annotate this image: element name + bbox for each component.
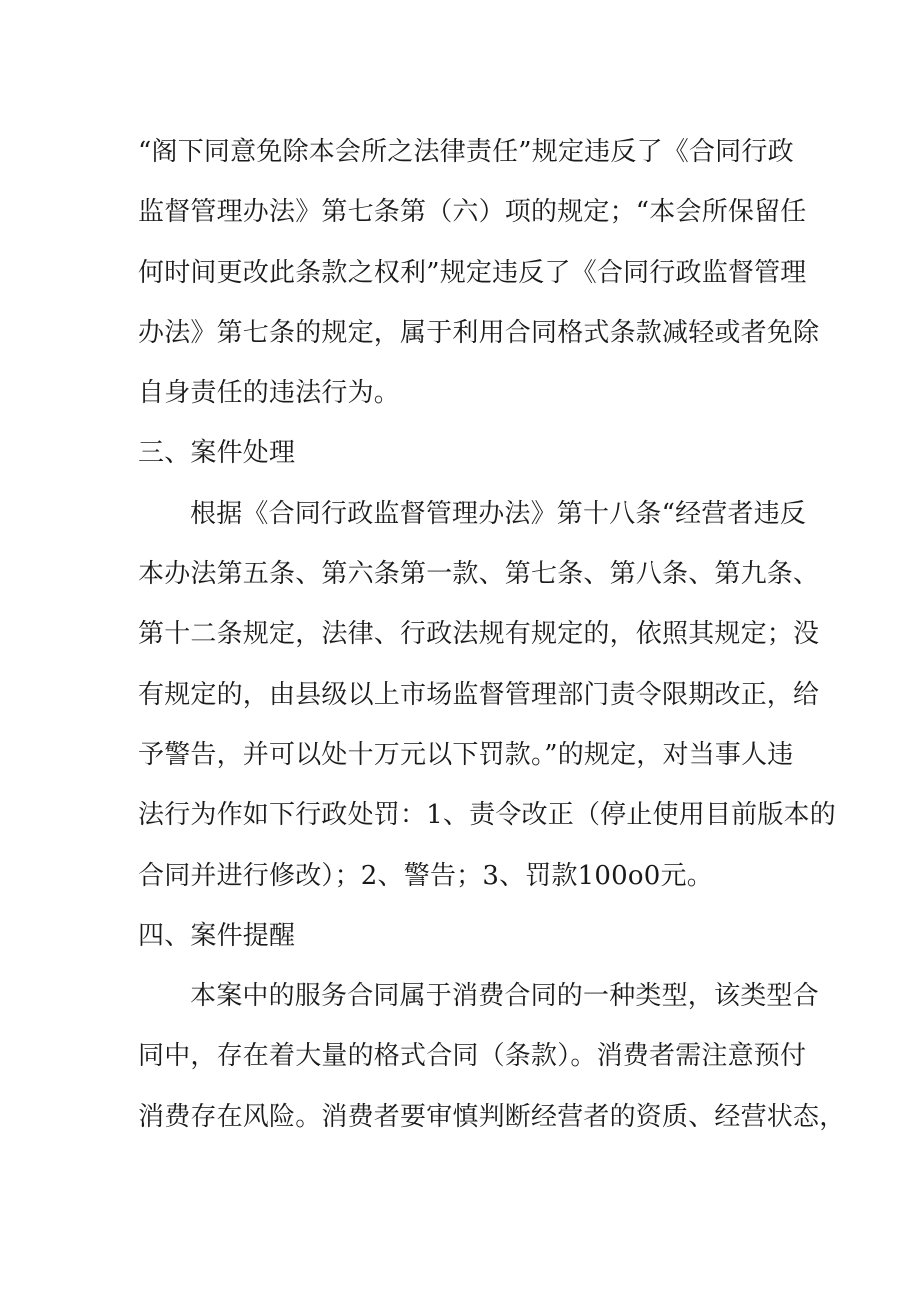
section-heading: 四、案件提醒 xyxy=(138,920,296,951)
text-line: 监督管理办法》第七条第（六）项的规定；“本会所保留任 xyxy=(138,197,807,228)
text-line: 何时间更改此条款之权利”规定违反了《合同行政监督管理 xyxy=(138,257,807,288)
section-heading: 三、案件处理 xyxy=(138,438,296,469)
text-line: 第十二条规定，法律、行政法规有规定的，依照其规定；没 xyxy=(138,619,820,650)
text-line: 办法》第七条的规定，属于利用合同格式条款减轻或者免除 xyxy=(138,317,820,348)
document-body xyxy=(138,122,846,1147)
text-line: 有规定的，由县级以上市场监督管理部门责令限期改正，给 xyxy=(138,679,820,710)
text-line: 消费存在风险。消费者要审慎判断经营者的资质、经营状态， xyxy=(138,1101,846,1132)
text-line: 本案中的服务合同属于消费合同的一种类型，该类型合 xyxy=(190,981,819,1012)
text-line: 本办法第五条、第六条第一款、第七条、第八条、第九条、 xyxy=(138,559,820,590)
text-line: 自身责任的违法行为。 xyxy=(138,378,401,409)
text-line: 同中，存在着大量的格式合同（条款）。消费者需注意预付 xyxy=(138,1041,807,1072)
text-line: 合同并进行修改）；2、警告；3、罚款100o0元。 xyxy=(138,860,713,891)
text-line: 法行为作如下行政处罚：1、责令改正（停止使用目前版本的 xyxy=(138,800,836,831)
text-line: 根据《合同行政监督管理办法》第十八条“经营者违反 xyxy=(190,498,807,529)
text-line: “阁下同意免除本会所之法律责任”规定违反了《合同行政 xyxy=(138,137,794,167)
text-line: 予警告，并可以处十万元以下罚款。”的规定，对当事人违 xyxy=(138,739,794,770)
